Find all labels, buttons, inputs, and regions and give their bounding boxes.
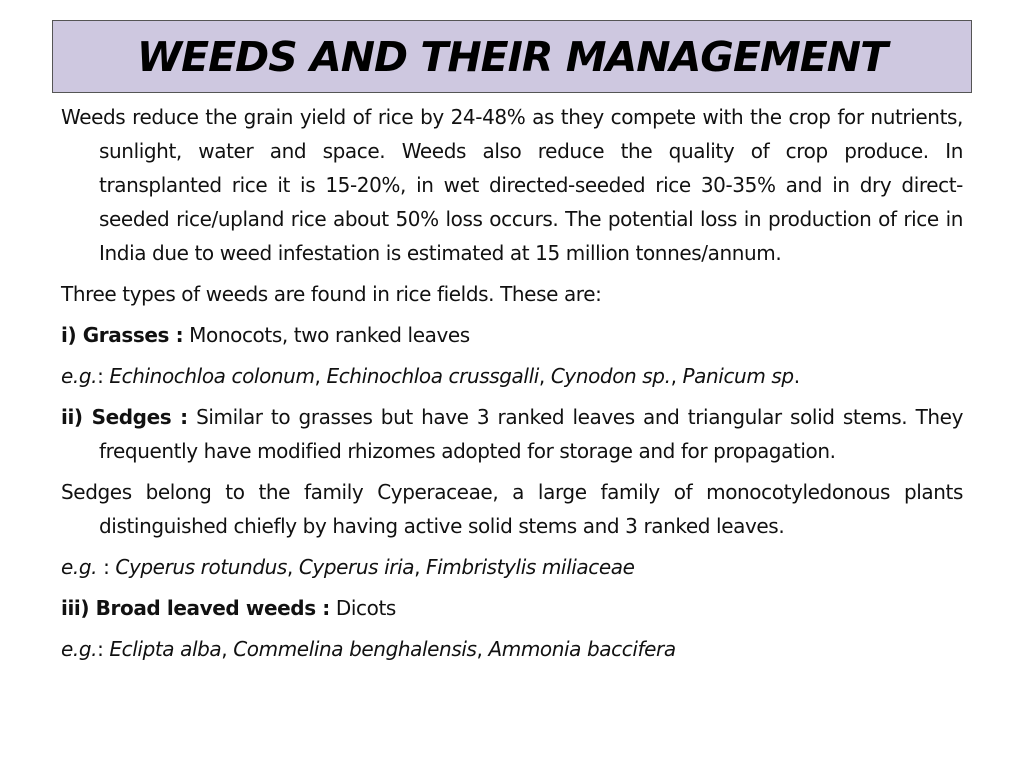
broadleaf-eg-label: e.g. (61, 637, 98, 661)
sedges-label: ii) Sedges : (61, 405, 188, 429)
grasses-heading (61, 318, 963, 352)
sedges-example: Cyperus rotundus (115, 555, 287, 579)
title-banner (52, 20, 972, 93)
slide-body (61, 100, 963, 666)
grasses-examples: e.g.: Echinochloa colonum, Echinochloa crussgalli, Cynodon sp., Panicum sp. (61, 364, 800, 388)
sedges-heading (61, 400, 963, 468)
grasses-eg-label: e.g. (61, 364, 98, 388)
broadleaf-example: Ammonia baccifera (488, 637, 676, 661)
sedges-example: Cyperus iria (298, 555, 415, 579)
intro-paragraph: Weeds reduce the grain yield of rice by 24-48% as they compete with the crop for nutrients, sunlight, water and space. Weeds also reduce the quality of crop produce. In transplanted rice it is 15-20%, in wet directed-seeded rice 30-35% and in dry direct-seeded rice/upland rice about 50% loss occurs. The potential loss in production of rice in India due to weed infestation is estimated at 15 million tonnes/annum. (61, 105, 963, 265)
broadleaf-example: Eclipta alba (109, 637, 222, 661)
broadleaf-label: iii) Broad leaved weeds : (61, 596, 330, 620)
types-intro: Three types of weeds are found in rice fields. These are: (61, 282, 602, 306)
broadleaf-desc: Dicots (335, 596, 396, 620)
sedges-family-paragraph: Sedges belong to the family Cyperaceae, a large family of monocotyledonous plants distinguished chiefly by having active solid stems and 3 ranked leaves. (61, 480, 963, 538)
slide-title: WEEDS AND THEIR MANAGEMENT (136, 32, 888, 81)
grasses-example: Panicum sp (682, 364, 794, 388)
sedges-example: Fimbristylis miliaceae (426, 555, 635, 579)
grasses-label: i) Grasses : (61, 323, 184, 347)
broadleaf-examples: e.g.: Eclipta alba, Commelina benghalensis, Ammonia baccifera (61, 637, 676, 661)
sedges-eg-label: e.g. (61, 555, 98, 579)
sedges-desc: Similar to grasses but have 3 ranked leaves and triangular solid stems. They frequently have modified rhizomes adopted for storage and for propagation. (99, 405, 964, 463)
grasses-desc: Monocots, two ranked leaves (189, 323, 470, 347)
grasses-example: Echinochloa crussgalli (326, 364, 539, 388)
broadleaf-example: Commelina benghalensis (233, 637, 477, 661)
broadleaf-heading (61, 591, 963, 625)
sedges-examples: e.g. : Cyperus rotundus, Cyperus iria, Fimbristylis miliaceae (61, 555, 635, 579)
grasses-example: Echinochloa colonum (109, 364, 315, 388)
grasses-example: Cynodon sp. (550, 364, 671, 388)
